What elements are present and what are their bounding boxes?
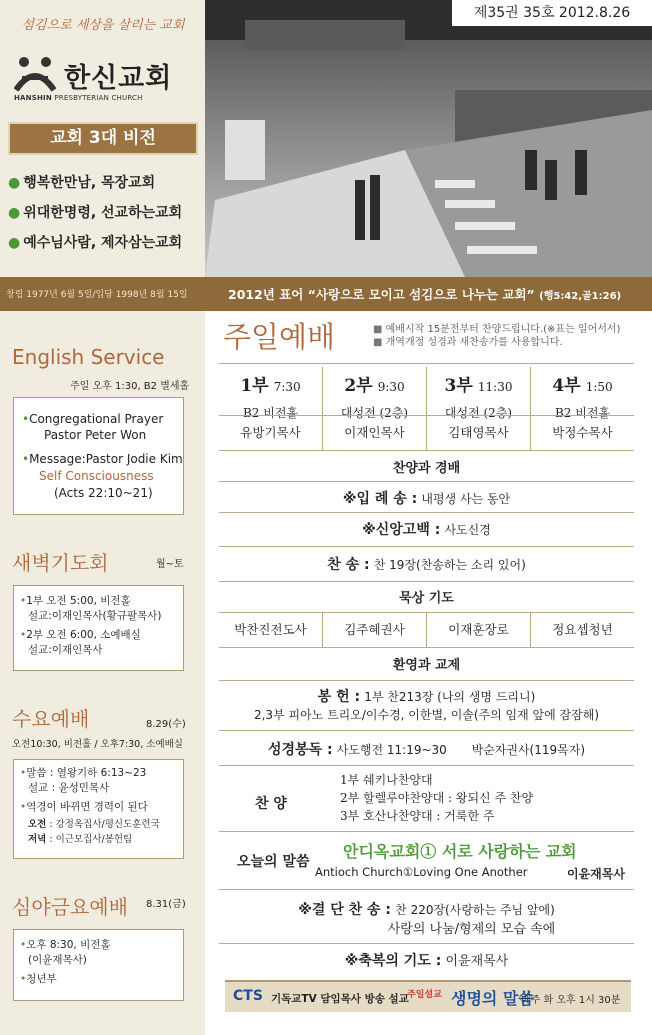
wednesday-pm: 저녁 : 이근모집사/봉헌팀	[28, 834, 133, 845]
founding-date: 창립 1977년 6월 5일/입당 1998년 8월 15일	[6, 290, 188, 300]
service-3: 3부 11:30 대성전 (2층)	[427, 367, 531, 431]
cts-program: 기독교TV 담임목사 방송 설교	[271, 993, 409, 1005]
sermon-label: 오늘의 말씀	[237, 854, 310, 870]
english-service-time: 주일 오후 1:30, B2 별세홀	[70, 381, 190, 392]
sermon-title-en: Antioch Church①Loving One Another	[315, 865, 528, 879]
pastor-1: 유방기목사	[219, 416, 323, 450]
response-hymn: ※결 단 찬 송 : 찬 220장(사랑하는 주님 앞에)	[298, 902, 555, 918]
service-1: 1부 7:30 B2 비전홀	[219, 367, 323, 431]
pastor-2: 이재인목사	[323, 416, 427, 450]
prayer-by: Pastor Peter Won	[44, 428, 147, 442]
service-2: 2부 9:30 대성전 (2층)	[323, 367, 427, 431]
sunday-worship-title: 주일예배	[223, 320, 336, 354]
dawn-item: •1부 오전 5:00, 비전홀	[20, 595, 131, 607]
prayer-leader: 박찬진전도사	[219, 613, 323, 647]
cts-broadcast-bar	[225, 980, 631, 1012]
dawn-item: 설교:이재인목사(황규팔목사)	[28, 610, 162, 622]
cts-schedule: 매주 화 오후 1시 30분	[521, 995, 621, 1006]
bullet-icon: ●	[8, 205, 21, 221]
sermon-pastor: 이윤재목사	[567, 867, 625, 881]
invocation: ※입 례 송 : 내평생 사는 동안	[342, 491, 511, 507]
hymn: 찬 송 : 찬 19장(찬송하는 소리 있어)	[327, 557, 526, 573]
dawn-item: •2부 오전 6:00, 소예배실	[20, 629, 141, 641]
bullet-icon: ●	[8, 175, 21, 191]
english-service-title: English Service	[12, 345, 165, 369]
dawn-prayer-days: 월~토	[156, 559, 184, 570]
church-logo-icon	[14, 54, 56, 94]
cts-badge: 주일설교	[407, 990, 442, 1000]
sidebar	[0, 311, 205, 1035]
message-reference: (Acts 22:10~21)	[54, 486, 153, 500]
service-4: 4부 1:50 B2 비전홀	[552, 376, 613, 420]
choir-list	[340, 771, 533, 825]
friday-item: (이윤재목사)	[28, 954, 87, 966]
english-service-box	[13, 397, 184, 515]
vision-list	[8, 168, 200, 258]
benediction: ※축복의 기도 : 이윤재목사	[344, 953, 509, 969]
response-hymn-2: 사랑의 나눔/형제의 모습 속에	[387, 922, 556, 937]
worship-notes	[373, 323, 620, 349]
issue-number: 제35권 35호 2012.8.26	[452, 0, 652, 26]
congregation-photo	[205, 0, 652, 277]
wednesday-item: •말씀 : 열왕기하 6:13~23	[20, 767, 147, 779]
prayer-leader: 김주혜권사	[323, 613, 427, 647]
sunday-worship	[205, 311, 652, 1035]
vision-item: ● 위대한명령, 선교하는교회	[8, 205, 183, 221]
service-pastors-row	[219, 416, 634, 450]
welcome-fellowship: 환영과 교제	[392, 658, 461, 673]
prayer-leader: 정요셉청년	[552, 622, 613, 637]
choir-item: 1부 쉐키나찬양대	[340, 773, 433, 787]
church-slogan: 섬김으로 세상을 살리는 교회	[21, 18, 185, 33]
wednesday-title: 수요예배	[12, 707, 90, 731]
prayer-label: •Congregational Prayer	[22, 412, 164, 426]
wednesday-am: 오전 : 강정옥집사/평신도훈련국	[28, 819, 160, 830]
offering-detail: 2,3부 피아노 트리오/이수경, 이한별, 이솔(주의 임재 앞에 잠잠해)	[253, 708, 600, 722]
worship-note: ■ 예배시작 15분전부터 찬양드립니다.(※표는 일어서서)	[373, 324, 621, 335]
prayer-leader: 이재훈장로	[427, 613, 531, 647]
message-title: Self Consciousness	[39, 469, 154, 483]
choir-item: 3부 호산나찬양대 : 거룩한 주	[340, 809, 495, 823]
pastor-3: 김태영목사	[427, 416, 531, 450]
motto-banner	[0, 277, 652, 311]
wednesday-time: 오전10:30, 비전홀 / 오후7:30, 소예배실	[12, 739, 183, 750]
dawn-prayer-box	[13, 585, 184, 671]
friday-item: •오후 8:30, 비전홀	[20, 939, 111, 951]
church-logo	[14, 54, 200, 104]
friday-night-title: 심야금요예배	[12, 895, 128, 919]
cts-logo: CTS	[233, 988, 263, 1004]
worship-note: ■ 개역개정 성경과 새찬송가를 사용합니다.	[373, 337, 563, 348]
worship-hall-image	[205, 0, 652, 277]
choir-item: 2부 할렐루야찬양대 : 왕되신 주 찬양	[340, 791, 534, 805]
creed: ※신앙고백 : 사도신경	[362, 522, 491, 538]
praise-and-worship: 찬양과 경배	[392, 461, 461, 476]
vision-item: ● 행복한만남, 목장교회	[8, 175, 156, 191]
friday-night-box	[13, 929, 184, 1001]
prayer-leaders-row	[219, 613, 634, 647]
scripture-reading: 성경봉독 : 사도행전 11:19~30 박순자권사(119목자)	[267, 742, 586, 758]
bullet-icon: ●	[8, 235, 21, 251]
vision-item: ● 예수님사람, 제자삼는교회	[8, 235, 183, 251]
friday-night-date: 8.31(금)	[146, 899, 186, 910]
header-panel	[0, 0, 205, 277]
friday-item: •청년부	[20, 973, 57, 985]
dawn-prayer-title: 새벽기도회	[12, 551, 109, 575]
wednesday-item: •역경이 바뀌면 경력이 된다	[20, 801, 148, 813]
vision-title: 교회 3대 비전	[8, 122, 198, 155]
wednesday-item: 설교 : 윤성민목사	[28, 782, 110, 794]
choir-label: 찬 양	[255, 796, 287, 812]
wednesday-box	[13, 759, 184, 859]
sermon-title: 안디옥교회① 서로 사랑하는 교회	[343, 842, 577, 861]
dawn-item: 설교:이재인목사	[28, 644, 103, 656]
pastor-4: 박정수목사	[552, 425, 613, 440]
wednesday-date: 8.29(수)	[146, 719, 186, 730]
yearly-motto: 2012년 표어 “사랑으로 모이고 섬김으로 나누는 교회” (행5:42,골1:26)	[228, 287, 622, 302]
cts-show: 생명의 말씀	[451, 989, 534, 1008]
church-name-english: HANSHIN PRESBYTERIAN CHURCH	[14, 94, 143, 102]
offering: 봉 헌 : 1부 찬213장 (나의 생명 드리니)	[317, 689, 536, 705]
silent-prayer: 묵상 기도	[399, 591, 454, 606]
church-name: 한신교회	[64, 63, 173, 94]
message-label: •Message:Pastor Jodie Kim	[22, 452, 183, 466]
